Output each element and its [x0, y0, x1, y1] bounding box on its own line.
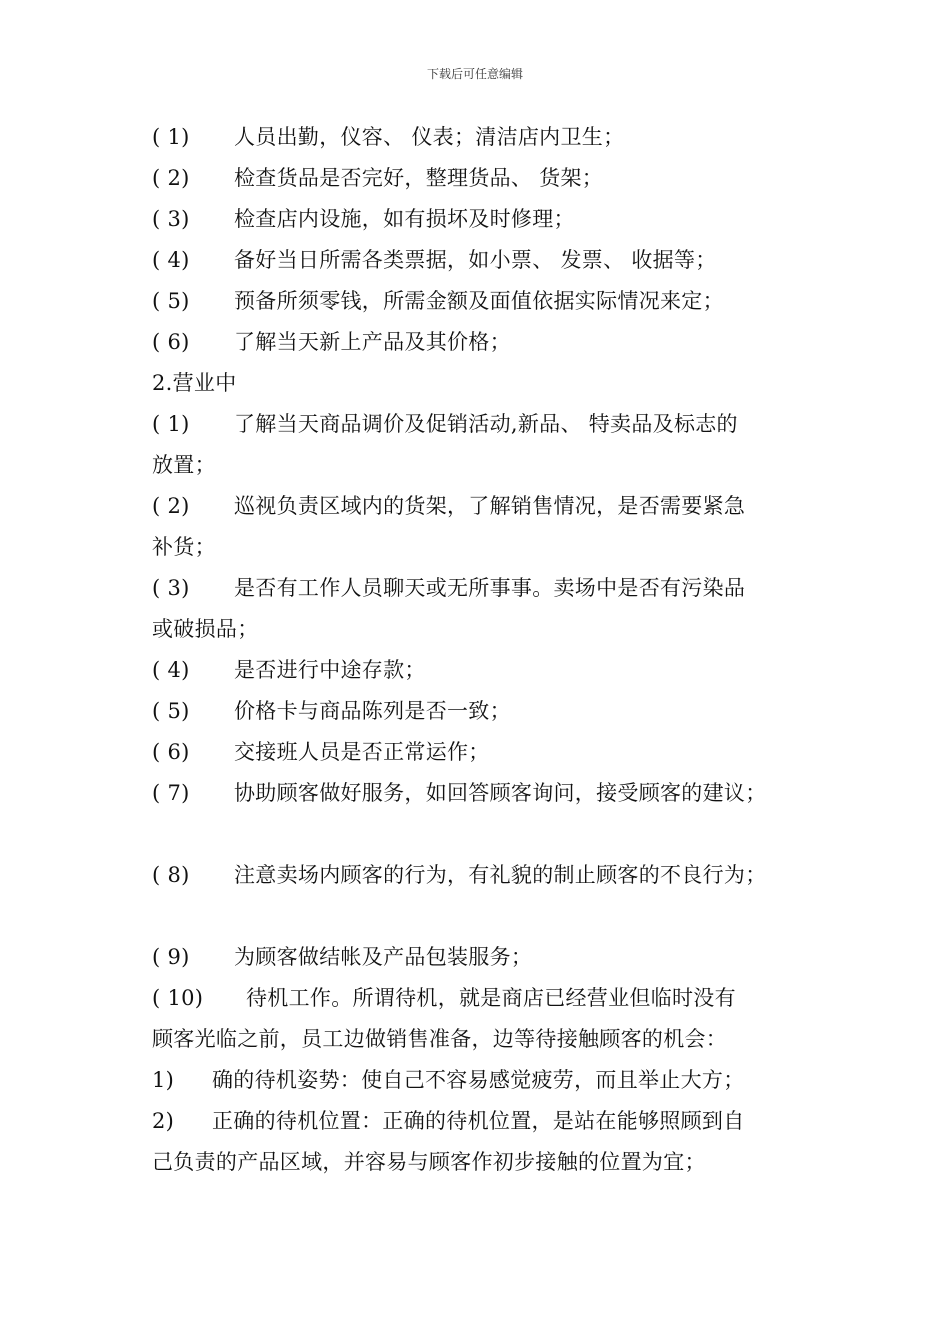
item-text: 人员出勤，仪容、 仪表；清洁店内卫生；: [234, 125, 625, 149]
item-number: ( 2): [152, 166, 190, 190]
item-text: 协助顾客做好服务，如回答顾客询问，接受顾客的建议；: [234, 781, 767, 805]
item-text: 待机工作。所谓待机，就是商店已经营业但临时没有: [246, 986, 736, 1010]
item-text: 检查货品是否完好，整理货品、 货架；: [234, 166, 604, 190]
page-header: 下载后可任意编辑: [426, 67, 523, 81]
item-continuation: 己负责的产品区域，并容易与顾客作初步接触的位置为宜；: [152, 1150, 706, 1174]
list-item: [152, 158, 812, 199]
item-text: 注意卖场内顾客的行为，有礼貌的制止顾客的不良行为；: [234, 863, 767, 887]
item-number: ( 6): [152, 330, 190, 354]
sub-item: [152, 1101, 812, 1142]
item-text: 价格卡与商品陈列是否一致；: [234, 699, 511, 723]
item-number: ( 5): [152, 289, 190, 313]
item-continuation: 或破损品；: [152, 617, 259, 641]
item-text: 了解当天新上产品及其价格；: [234, 330, 511, 354]
item-text: 是否进行中途存款；: [234, 658, 426, 682]
list-item: [152, 773, 812, 814]
item-number: ( 7): [152, 781, 190, 805]
item-text: 为顾客做结帐及产品包装服务；: [234, 945, 533, 969]
item-number: ( 5): [152, 699, 190, 723]
list-item: [152, 322, 812, 363]
list-item: [152, 650, 812, 691]
item-text: 是否有工作人员聊天或无所事事。卖场中是否有污染品: [234, 576, 746, 600]
list-item: [152, 691, 812, 732]
blank-line: [152, 896, 812, 937]
item-continuation: 顾客光临之前，员工边做销售准备，边等待接触顾客的机会：: [152, 1027, 728, 1051]
item-text: 正确的待机位置：正确的待机位置，是站在能够照顾到自: [212, 1109, 745, 1133]
list-item: [152, 117, 812, 158]
list-item: [152, 978, 812, 1019]
item-number: ( 2): [152, 494, 190, 518]
item-text: 备好当日所需各类票据，如小票、 发票、 收据等；: [234, 248, 717, 272]
list-item: [152, 486, 812, 527]
item-text: 预备所须零钱，所需金额及面值依据实际情况来定；: [234, 289, 724, 313]
item-number: ( 6): [152, 740, 190, 764]
item-number: ( 3): [152, 576, 190, 600]
list-item: [152, 855, 812, 896]
list-item: [152, 568, 812, 609]
item-text: 了解当天商品调价及促销活动,新品、 特卖品及标志的: [234, 412, 738, 436]
item-text: 巡视负责区域内的货架，了解销售情况，是否需要紧急: [234, 494, 746, 518]
item-number: ( 1): [152, 125, 190, 149]
list-item: [152, 732, 812, 773]
item-number: ( 8): [152, 863, 190, 887]
list-item: [152, 199, 812, 240]
item-text: 交接班人员是否正常运作；: [234, 740, 490, 764]
item-number: ( 4): [152, 658, 190, 682]
sub-item: [152, 1060, 812, 1101]
list-item: [152, 937, 812, 978]
item-text: 确的待机姿势：使自己不容易感觉疲劳，而且举止大方；: [212, 1068, 745, 1092]
item-number: ( 4): [152, 248, 190, 272]
item-continuation: 放置；: [152, 453, 216, 477]
item-text: 检查店内设施，如有损坏及时修理；: [234, 207, 575, 231]
item-number: ( 1): [152, 412, 190, 436]
list-item: [152, 404, 812, 445]
item-number: ( 10): [152, 986, 204, 1010]
section-heading: 2.营业中: [152, 371, 237, 395]
item-number: 2): [152, 1109, 175, 1133]
list-item: [152, 240, 812, 281]
item-continuation: 补货；: [152, 535, 216, 559]
list-item: [152, 281, 812, 322]
blank-line: [152, 814, 812, 855]
item-number: ( 9): [152, 945, 190, 969]
document-body: [152, 117, 812, 1183]
item-number: 1): [152, 1068, 175, 1092]
item-number: ( 3): [152, 207, 190, 231]
